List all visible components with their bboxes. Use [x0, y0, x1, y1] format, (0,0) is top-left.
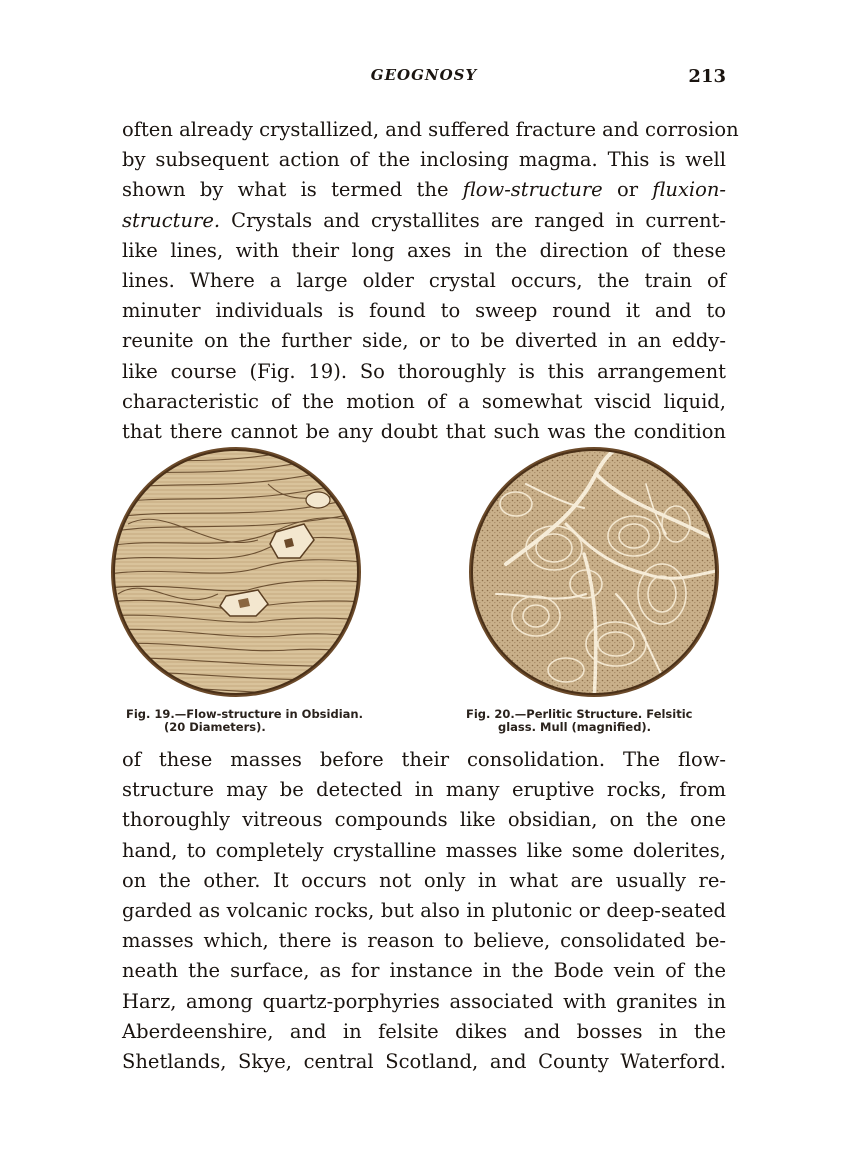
- text-line: garded as volcanic rocks, but also in plutonic or deep-seated: [122, 899, 726, 923]
- term-fluxion: fluxion-: [652, 178, 726, 202]
- caption-sub: glass. Mull (magnified).: [498, 720, 652, 734]
- text-line: Aberdeenshire, and in felsite dikes and bosses in the: [122, 1019, 726, 1043]
- text-line: like lines, with their long axes in the direction of these: [122, 238, 726, 262]
- text-line: characteristic of the motion of a somewhat viscid liquid,: [122, 389, 726, 413]
- caption-main: Fig. 20.—Perlitic Structure. Felsitic: [466, 707, 693, 721]
- figure-19-caption: [126, 708, 406, 734]
- running-head: GEOGNOSY: [370, 66, 478, 84]
- page-number: 213: [688, 66, 726, 87]
- figure-20-perlitic-structure: [466, 444, 722, 700]
- caption-sub: (20 Diameters).: [164, 720, 266, 734]
- paragraph-2: [122, 745, 726, 1077]
- text-line: of these masses before their consolidation. The flow-: [122, 748, 726, 771]
- text-line: reunite on the further side, or to be diverted in an eddy-: [122, 329, 726, 353]
- text-line: Shetlands, Skye, central Scotland, and County Waterford.: [122, 1050, 726, 1074]
- text-line: by subsequent action of the inclosing magma. This is well: [122, 148, 726, 172]
- text-line: structure may be detected in many eruptive rocks, from: [122, 778, 726, 802]
- page-header: [122, 66, 726, 88]
- text-line: often already crystallized, and suffered fracture and corrosion: [122, 118, 739, 141]
- term-structure: structure.: [122, 208, 221, 232]
- text-line: lines. Where a large older crystal occurs, the train of: [122, 269, 726, 293]
- figure-19-flow-structure: [108, 444, 364, 700]
- text-line: thoroughly vitreous compounds like obsidian, on the one: [122, 808, 726, 832]
- text-line: Harz, among quartz-porphyries associated with granites in: [122, 989, 726, 1013]
- figure-20-caption: [466, 708, 736, 734]
- text-line: structure. Crystals and crystallites are ranged in current-: [122, 208, 726, 232]
- text-line: that there cannot be any doubt that such was the condition: [122, 420, 726, 444]
- text-line: like course (Fig. 19). So thoroughly is this arrangement: [122, 359, 726, 383]
- text-line: masses which, there is reason to believe, consolidated be-: [122, 929, 726, 953]
- text-line: minuter individuals is found to sweep round it and to: [122, 299, 726, 323]
- text-line: hand, to completely crystalline masses like some dolerites,: [122, 838, 726, 862]
- text-line: neath the surface, as for instance in the Bode vein of the: [122, 959, 726, 983]
- paragraph-1: [122, 115, 739, 447]
- caption-main: Fig. 19.—Flow-structure in Obsidian.: [126, 707, 363, 721]
- text-line: on the other. It occurs not only in what are usually re-: [122, 868, 726, 892]
- term-flow-structure: flow-structure: [462, 178, 603, 202]
- text-line: shown by what is termed the flow-structure or fluxion-: [122, 178, 726, 202]
